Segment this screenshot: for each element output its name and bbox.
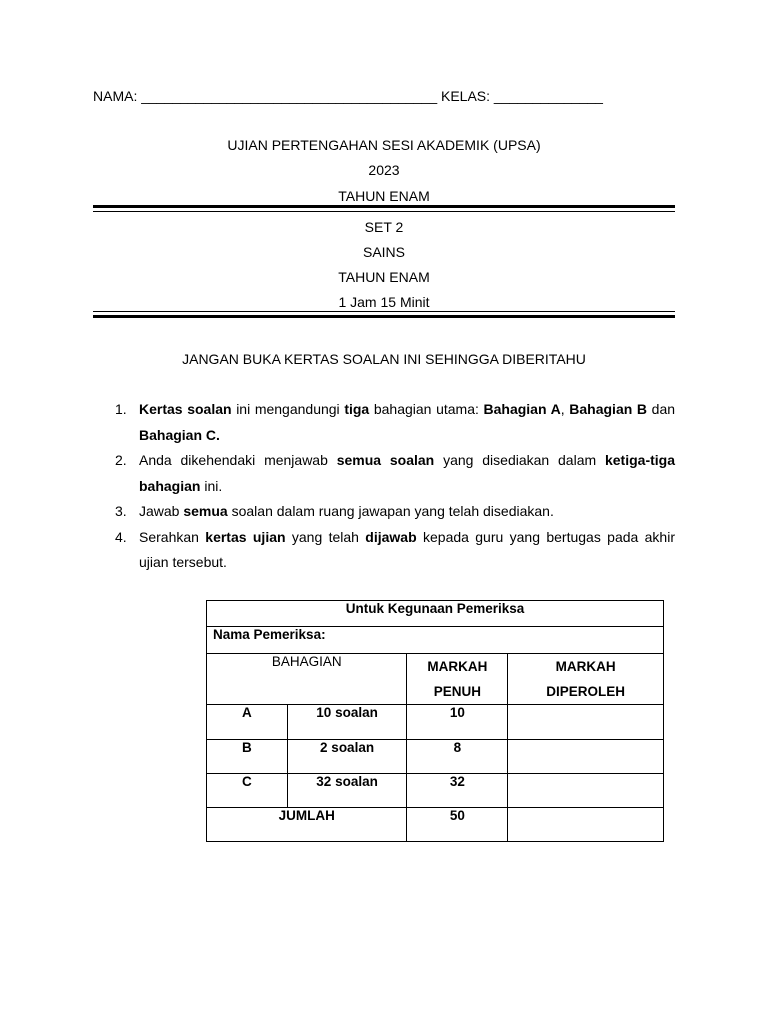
nama-label: NAMA: <box>93 88 138 104</box>
instruction-emphasis: Kertas soalan <box>139 401 232 417</box>
divider-bottom-thin <box>93 311 675 312</box>
header-markah-diperoleh-line2: DIPEROLEH <box>546 684 626 699</box>
divider-top-thin <box>93 211 675 212</box>
obtained-mark-cell[interactable] <box>508 740 664 774</box>
divider-top-thick <box>93 205 675 208</box>
questions-cell: 10 soalan <box>287 705 407 740</box>
instruction-emphasis: semua <box>183 503 228 519</box>
exam-title: UJIAN PERTENGAHAN SESI AKADEMIK (UPSA) <box>227 137 541 153</box>
instruction-number: 2. <box>115 452 127 468</box>
student-info-line <box>93 88 603 104</box>
set-number: SET 2 <box>364 219 404 235</box>
instruction-text: Jawab <box>139 503 184 519</box>
nama-field[interactable]: ______________________________________ <box>141 88 438 104</box>
header-markah-penuh-line1: MARKAH <box>427 659 488 674</box>
exam-level: TAHUN ENAM <box>338 188 430 204</box>
kelas-field[interactable]: ______________ <box>493 88 603 104</box>
instruction-text: ini mengandungi <box>231 401 345 417</box>
header-markah-penuh <box>407 654 508 705</box>
instruction-item <box>115 448 675 499</box>
questions-cell: 32 soalan <box>287 774 407 808</box>
table-row <box>207 774 664 808</box>
header-markah-penuh-line2: PENUH <box>433 684 481 699</box>
instruction-number: 1. <box>115 401 127 417</box>
instruction-item <box>115 397 675 448</box>
questions-cell: 2 soalan <box>287 740 407 774</box>
instruction-text: soalan dalam ruang jawapan yang telah disediakan. <box>227 503 554 519</box>
section-cell: A <box>207 705 288 740</box>
instruction-text: dan <box>647 401 676 417</box>
table-title: Untuk Kegunaan Pemeriksa <box>207 601 664 627</box>
instruction-emphasis: Bahagian B <box>569 401 648 417</box>
instruction-number: 3. <box>115 503 127 519</box>
full-mark-cell: 8 <box>407 740 508 774</box>
examiner-name-cell[interactable]: Nama Pemeriksa: <box>207 627 664 654</box>
obtained-mark-cell[interactable] <box>508 705 664 740</box>
divider-bottom-thick <box>93 315 675 318</box>
subject-name: SAINS <box>362 244 405 260</box>
table-row <box>207 705 664 740</box>
full-mark-cell: 32 <box>407 774 508 808</box>
instruction-list <box>115 397 675 576</box>
total-full-mark: 50 <box>407 808 508 842</box>
total-row <box>207 808 664 842</box>
instruction-number: 4. <box>115 528 127 545</box>
instruction-text: Serahkan <box>139 528 206 545</box>
instruction-emphasis: dijawab <box>365 528 417 545</box>
instruction-emphasis: tiga <box>344 401 370 417</box>
table-row <box>207 740 664 774</box>
instruction-emphasis: kertas ujian <box>205 528 286 545</box>
examiner-table <box>206 600 664 842</box>
instruction-text: yang telah <box>285 528 366 545</box>
total-label: JUMLAH <box>207 808 407 842</box>
header-bahagian <box>207 654 407 705</box>
instruction-text: kepada guru yang bertugas pada akhir ujian tersebut. <box>139 528 675 570</box>
instruction-text: Anda dikehendaki menjawab <box>139 452 337 468</box>
warning-text: JANGAN BUKA KERTAS SOALAN INI SEHINGGA DIBERITAHU <box>182 351 586 367</box>
instruction-text: yang disediakan dalam <box>434 452 605 468</box>
header-markah-diperoleh-line1: MARKAH <box>555 659 616 674</box>
exam-duration: 1 Jam 15 Minit <box>338 294 430 310</box>
instruction-text: ini. <box>200 477 223 494</box>
header-markah-diperoleh <box>508 654 664 705</box>
instruction-emphasis: Bahagian C. <box>139 426 220 443</box>
instruction-emphasis: Bahagian A <box>483 401 561 417</box>
section-cell: B <box>207 740 288 774</box>
instruction-item <box>115 525 675 576</box>
section-cell: C <box>207 774 288 808</box>
instruction-text: bahagian utama: <box>369 401 484 417</box>
header-bahagian-label: BAHAGIAN <box>271 654 342 669</box>
total-obtained-mark[interactable] <box>508 808 664 842</box>
instruction-emphasis: ketiga-tiga bahagian <box>139 452 675 494</box>
instruction-emphasis: semua soalan <box>336 452 435 468</box>
subject-level: TAHUN ENAM <box>338 269 430 285</box>
kelas-label: KELAS: <box>441 88 491 104</box>
obtained-mark-cell[interactable] <box>508 774 664 808</box>
full-mark-cell: 10 <box>407 705 508 740</box>
instruction-item <box>115 499 675 525</box>
instruction-text: , <box>560 401 570 417</box>
exam-year: 2023 <box>368 162 400 178</box>
